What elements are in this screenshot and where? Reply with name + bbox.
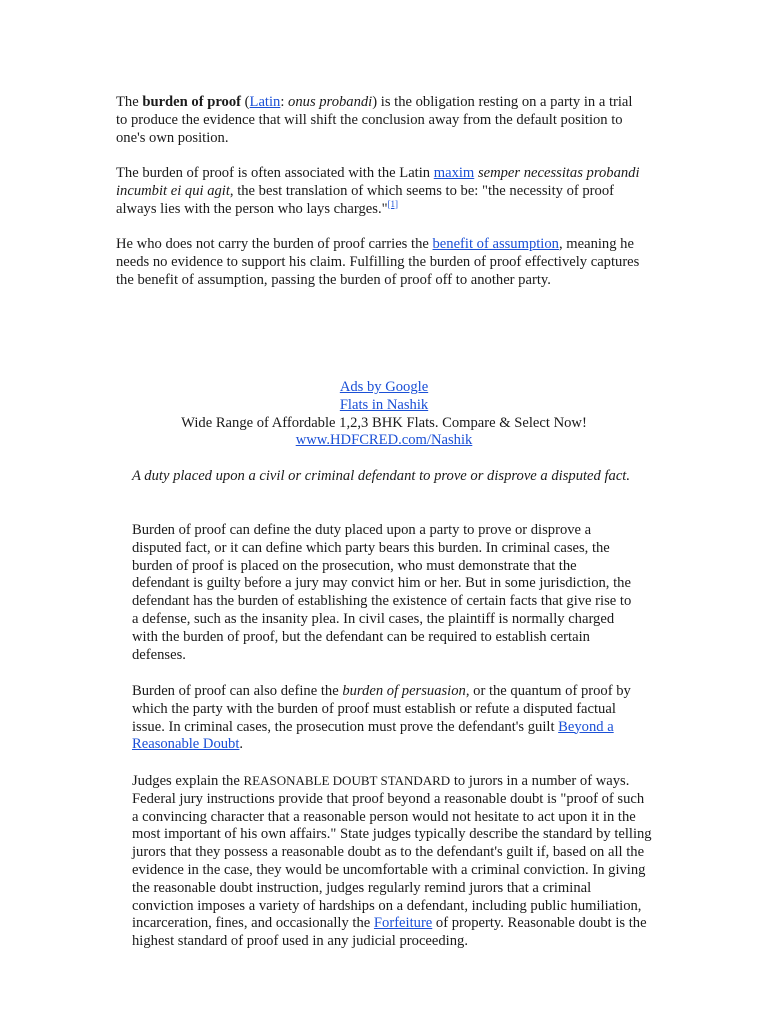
reasonable-doubt-standard: REASONABLE DOUBT STANDARD	[243, 773, 451, 788]
persuasion-paragraph	[132, 683, 647, 754]
text: (	[241, 94, 250, 110]
forfeiture-link[interactable]: Forfeiture	[373, 915, 433, 932]
latin-term: onus probandi	[288, 94, 373, 110]
latin-link[interactable]: Latin	[249, 94, 281, 110]
text: of property. Reasonable doubt is the highest standard of proof used in any judicial proceeding.	[132, 915, 647, 950]
text: .	[239, 736, 244, 753]
term-bold: burden of proof	[142, 94, 242, 110]
text: Judges explain the	[132, 773, 244, 789]
ad-url-link[interactable]: www.HDFCRED.com/Nashik	[295, 432, 473, 449]
ads-block	[0, 379, 768, 450]
definition-text: A duty placed upon a civil or criminal defendant to prove or disprove a disputed fact.	[132, 468, 630, 484]
text: to jurors in a number of ways. Federal jury instructions provide that proof beyond a reasonable doubt is "proof of such a convincing character that a reasonable person would not hesitate to act upon it in the most important of his own affairs." State judges typically describe the standard by telling jurors that they possess a reasonable doubt as to the defendant's guilt if, based on all the evidence in the case, they would be uncomfortable with a criminal conviction. In giving the reasonable doubt instruction, judges regularly remind jurors that a criminal conviction imposes a variety of hardships on a defendant, including public humiliation, incarceration, fines, and occasionally the	[132, 773, 652, 932]
text: The burden of proof is often associated with the Latin	[116, 165, 434, 181]
text: , the best translation of which seems to be: "the necessity of proof always lies with the person who lays charges."	[116, 182, 614, 217]
text: :	[280, 94, 289, 110]
latin-maxim: semper necessitas probandi incumbit ei qui agit	[116, 165, 640, 199]
maxim-paragraph	[116, 165, 646, 218]
text: , meaning he needs no evidence to support his claim. Fulfilling the burden of proof effectively captures the benefit of assumption, passing the burden of proof off to another party.	[116, 236, 640, 288]
text: Burden of proof can also define the	[132, 683, 343, 699]
assumption-paragraph	[116, 236, 652, 289]
persuasion-term: burden of persuasion	[342, 683, 466, 699]
text: The	[116, 94, 143, 110]
intro-paragraph	[116, 94, 646, 147]
footnote-link[interactable]: [1]	[387, 198, 399, 209]
text: ) is the obligation resting on a party in a trial to produce the evidence that will shift the conclusion away from the default position to one's own position.	[116, 94, 633, 146]
definition-paragraph	[132, 468, 638, 486]
beyond-reasonable-doubt-link[interactable]: Beyond a Reasonable Doubt	[132, 718, 614, 753]
maxim-link[interactable]: maxim	[433, 165, 475, 181]
burden-paragraph: Burden of proof can define the duty placed upon a party to prove or disprove a disputed fact, or it can define which party bears this burden. In criminal cases, the burden of proof is placed on the prosecution, who must demonstrate that the defendant is guilty before a jury may convict him or her. But in some jurisdiction, the defendant has the burden of establishing the existence of certain facts that give rise to a defense, such as the insanity plea. In civil cases, the plaintiff is normally charged with the burden of proof, but the defendant can be required to establish certain defenses.	[132, 522, 632, 663]
text: , or the quantum of proof by which the party with the burden of proof must establish or refute a disputed factual issue. In criminal cases, the prosecution must prove the defendant's guilt	[132, 683, 631, 735]
reasonable-doubt-paragraph	[132, 772, 652, 951]
ad-title-link[interactable]: Flats in Nashik	[339, 396, 429, 413]
benefit-of-assumption-link[interactable]: benefit of assumption	[432, 236, 559, 252]
ads-by-google-link[interactable]: Ads by Google	[339, 379, 429, 395]
ad-description: Wide Range of Affordable 1,2,3 BHK Flats. Compare & Select Now!	[181, 414, 587, 431]
text: He who does not carry the burden of proof carries the	[116, 236, 433, 252]
